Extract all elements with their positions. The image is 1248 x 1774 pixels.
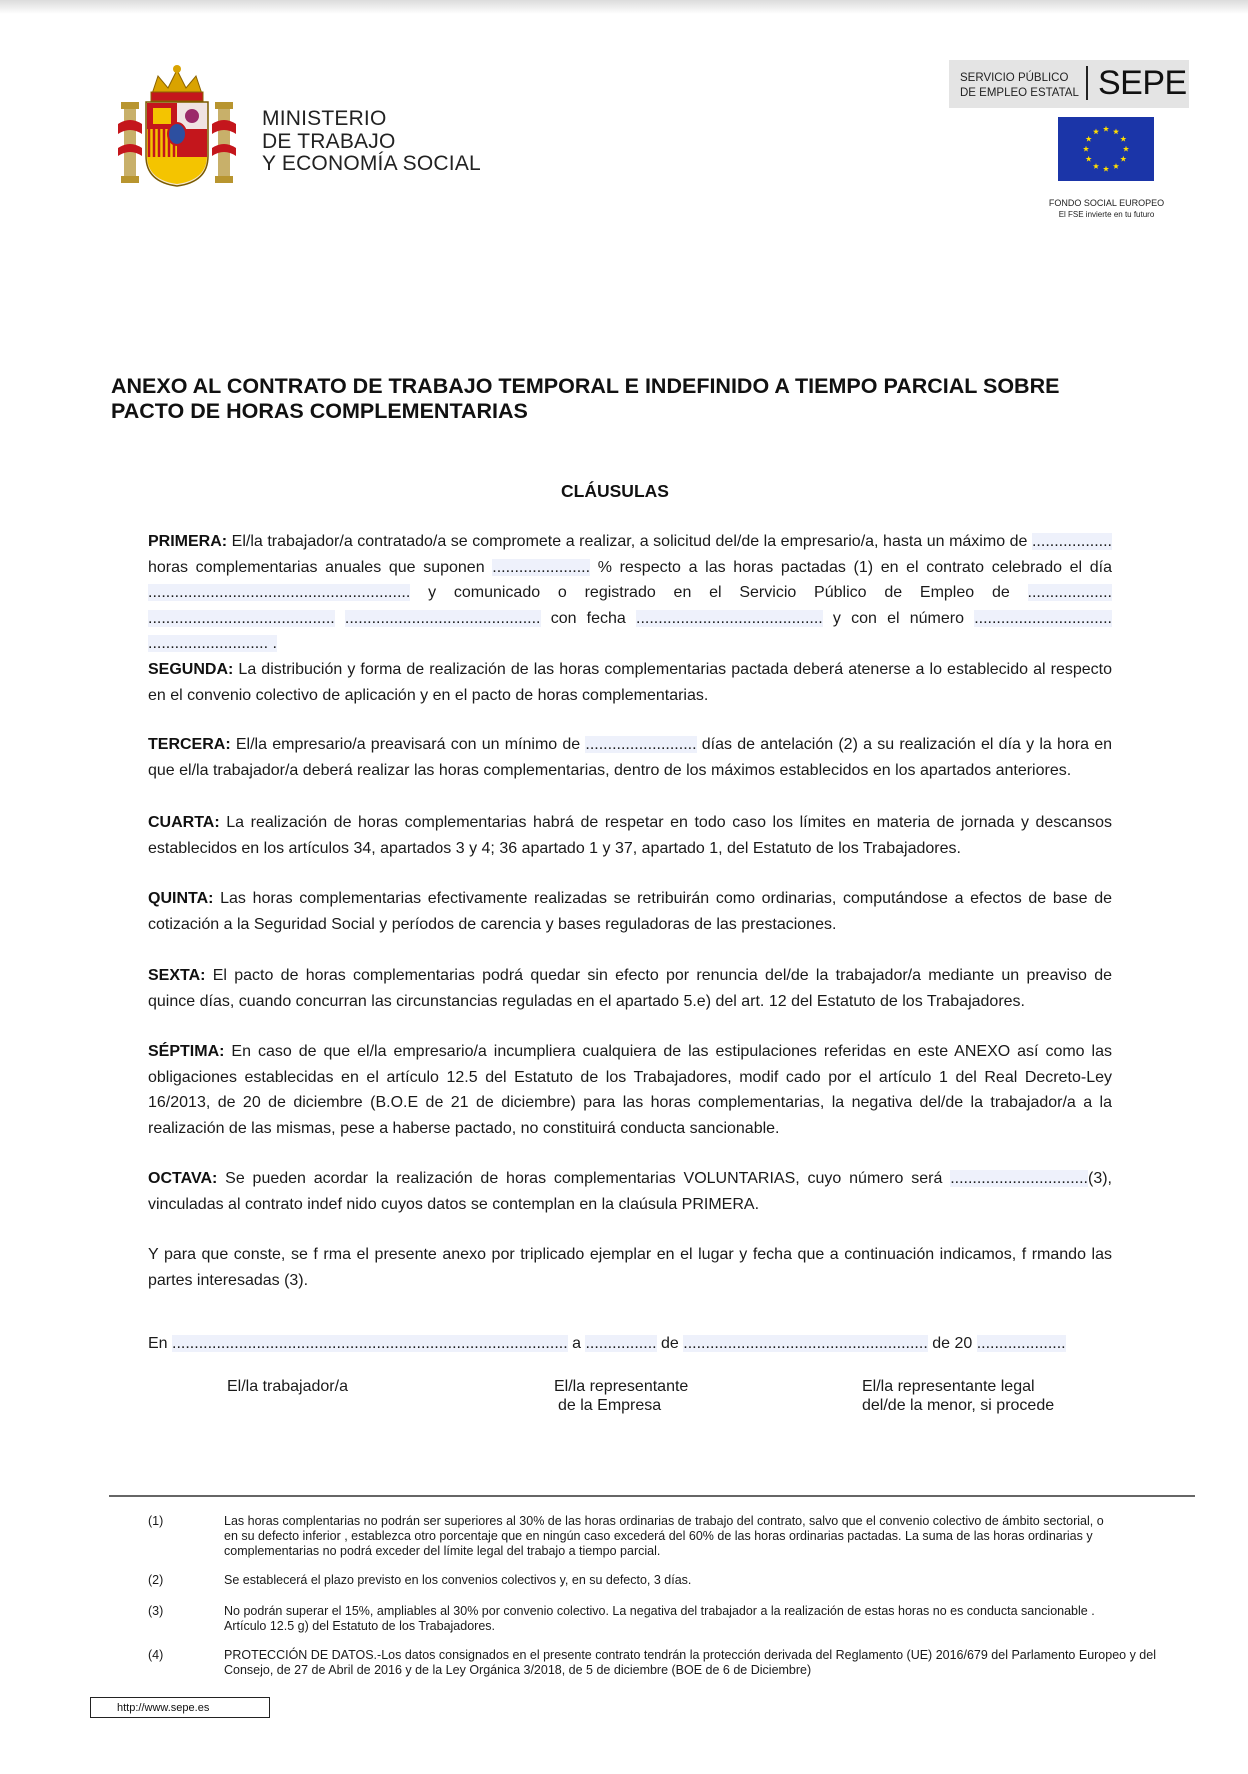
place-date-de-20: de 20 [927,1335,977,1352]
footnote-4-number: (4) [148,1648,164,1662]
fse-line-1: FONDO SOCIAL EUROPEO [1048,198,1165,208]
clause-septima-label: SÉPTIMA: [148,1043,225,1060]
notice-days-field[interactable]: ......................... [585,736,697,753]
clause-segunda-text: La distribución y forma de realización de las horas complementarias pactada deberá atenerse a lo establecido al respecto en el convenio colectivo de aplicación y en el pacto de horas complementarias. [148,661,1112,704]
employment-service-field-2[interactable]: .......................................... [148,609,335,627]
clause-primera [148,529,1112,657]
employment-service-field-3[interactable]: ............................................ [344,609,541,627]
contract-date-field[interactable]: ........................................................... [148,584,411,601]
spain-coat-of-arms-icon [118,64,236,190]
clause-sexta-label: SEXTA: [148,967,206,984]
clause-tercera-text-2: días de antelación (2) a su realización el día y la hora en que el/la trabajador/a deberá realizar las horas complementarias, dentro de los máximos establecidos en los apartados anteriores. [148,736,1113,779]
clausulas-heading: CLÁUSULAS [561,481,669,501]
closing-paragraph: Y para que conste, se f rma el presente anexo por triplicado ejemplar en el lugar y fecha que a continuación indicamos, f rmando las partes interesadas (3). [148,1246,1112,1289]
signature-legal-line-1: El/la representante legal [862,1378,1035,1395]
footnote-2-number: (2) [148,1573,164,1587]
clause-quinta-label: QUINTA: [148,890,214,907]
sepe-small-line-2: DE EMPLEO ESTATAL [960,87,1079,99]
clause-septima-text: En caso de que el/la empresario/a incumpliera cualquiera de las estipulaciones referidas en este ANEXO así como las obligaciones establecidas en el artículo 12.5 del Estatuto de los Trabajadores, modif cado por el artículo 1 del Real Decreto-Ley 16/2013, de 20 de diciembre (B.O.E de 21 de diciembre) para las horas complementarias, la negativa del/de la trabajador/a a la realización de las mismas, pese a haberse pactado, no constituirá conducta sancionable. [148,1043,1112,1137]
footnote-4-text: PROTECCIÓN DE DATOS.-Los datos consignados en el presente contrato tendrán la protección derivada del Reglamento (UE) 2016/679 del Parlamento Europeo y del Consejo, de 27 de Abril de 2016 y de la Ley Orgánica 3/2018, de 5 de diciembre (BOE de 6 de Diciembre) [224,1648,1156,1677]
ministry-line-1: MINISTERIO [262,107,387,130]
clause-primera-text-4: y comunicado o registrado en el Servicio Público de Empleo de [410,584,1028,601]
clause-cuarta [148,810,1112,861]
document-title [111,374,1171,424]
clause-cuarta-label: CUARTA: [148,814,220,831]
registration-number-field-2[interactable]: ........................... . [148,635,277,652]
clause-primera-label: PRIMERA: [148,533,228,550]
page-top-shadow [0,0,1248,14]
signature-company-line-2: de la Empresa [558,1397,662,1414]
clause-octava-label: OCTAVA: [148,1170,218,1187]
clause-tercera-text-1: El/la empresario/a preavisará con un mínimo de [230,736,586,753]
clause-primera-text-1: El/la trabajador/a contratado/a se compromete a realizar, a solicitud del/de la empresario/a, hasta un máximo de [227,533,1032,550]
ministry-line-3: Y ECONOMÍA SOCIAL [262,152,481,175]
sepe-logo-separator [1086,66,1088,100]
clause-segunda [148,657,1112,708]
clause-primera-text-5: con fecha [540,609,637,627]
signature-legal-rep [862,1377,1054,1415]
communication-date-field[interactable]: .......................................... [636,609,823,627]
signature-company-line-1: El/la representante [554,1378,689,1395]
employment-service-field-1[interactable]: ................... [1027,584,1112,601]
clause-quinta-text: Las horas complementarias efectivamente realizadas se retribuirán como ordinarias, computándose a efectos de base de cotización a la Seguridad Social y períodos de carencia y bases reguladoras de las prestaciones. [148,890,1112,933]
clause-octava [148,1166,1112,1217]
registration-number-field-1[interactable]: ............................... [974,609,1112,627]
footnote-1-number: (1) [148,1514,164,1528]
document-title-line-1: ANEXO AL CONTRATO DE TRABAJO TEMPORAL E INDEFINIDO A TIEMPO PARCIAL SOBRE [111,374,1060,398]
place-date-de: de [656,1335,684,1352]
day-field[interactable]: ................ [585,1335,657,1352]
clause-primera-text-6: y con el número [822,609,975,627]
clause-sexta [148,963,1112,1014]
clause-cuarta-text: La realización de horas complementarias habrá de respetar en todo caso los límites en materia de jornada y descansos establecidos en los artículos 34, apartados 3 y 4; 36 apartado 1 y 37, apartado 1, del Estatuto de los Trabajadores. [148,814,1112,857]
clause-segunda-label: SEGUNDA: [148,661,234,678]
ministry-name [262,108,481,176]
footnote-divider [109,1495,1195,1497]
sepe-logo-wordmark: SEPE [1098,64,1187,102]
place-date-en: En [148,1335,173,1352]
sepe-logo-text [960,71,1079,101]
clause-tercera-label: TERCERA: [148,736,231,753]
footnote-1-text: Las horas complentarias no podrán ser superiores al 30% de las horas ordinarias de trabajo del contrato, salvo que el convenio colectivo de ámbito sectorial, o en su defecto inferior , establezca otro porcentaje que en ningún caso excederá del 60% de las horas ordinarias pactadas. La suma de las horas ordinarias y complementarias no podrá exceder del límite legal del trabajo a tiempo parcial. [224,1514,1104,1558]
signature-legal-line-2: del/de la menor, si procede [862,1397,1055,1414]
fse-caption [1030,198,1183,220]
sepe-small-line-1: SERVICIO PÚBLICO [960,72,1069,84]
signature-company [554,1377,688,1415]
signature-worker: El/la trabajador/a [227,1378,348,1395]
max-hours-field[interactable]: .................. [1031,533,1112,550]
footnote-3-number: (3) [148,1604,164,1618]
clause-septima [148,1039,1112,1141]
place-date-line [148,1331,1112,1357]
sepe-url-link[interactable]: http://www.sepe.es [90,1697,270,1718]
clause-sexta-text: El pacto de horas complementarias podrá quedar sin efecto por renuncia del/de la trabajador/a mediante un preaviso de quince días, cuando concurran las circunstancias reguladas en el apartado 5.e) del art. 12 del Estatuto de los Trabajadores. [148,967,1112,1010]
year-field[interactable]: .................... [976,1335,1066,1352]
clause-primera-text-3: % respecto a las horas pactadas (1) en el contrato celebrado el día [590,558,1113,576]
clause-quinta [148,886,1112,937]
eu-flag-icon [1058,117,1154,181]
clause-octava-text-1: Se pueden acordar la realización de horas complementarias VOLUNTARIAS, cuyo número será [217,1170,951,1187]
footnote-3-text: No podrán superar el 15%, ampliables al 30% por convenio colectivo. La negativa del trabajador a la realización de estas horas no es conducta sancionable . Artículo 12.5 g) del Estatuto de los Trabajadores. [224,1604,1095,1633]
percent-field[interactable]: ...................... [492,558,591,576]
ministry-line-2: DE TRABAJO [262,129,396,153]
footnote-2-text: Se establecerá el plazo previsto en los convenios colectivos y, en su defecto, 3 días. [224,1573,692,1587]
document-title-line-2: PACTO DE HORAS COMPLEMENTARIAS [111,399,528,423]
clause-primera-text-2: horas complementarias anuales que suponen [148,558,493,576]
place-field[interactable]: ......................................................................................... [172,1335,568,1352]
voluntary-hours-field[interactable]: ............................... [950,1170,1088,1187]
clause-octava-text-2: (3), vinculadas al contrato indef nido cuyos datos se contemplan en la claúsula PRIMERA. [148,1170,1112,1213]
fse-line-2: El FSE invierte en tu futuro [1058,210,1155,219]
month-field[interactable]: ....................................................... [683,1335,928,1352]
clause-tercera [148,732,1112,783]
place-date-a: a [567,1335,586,1352]
